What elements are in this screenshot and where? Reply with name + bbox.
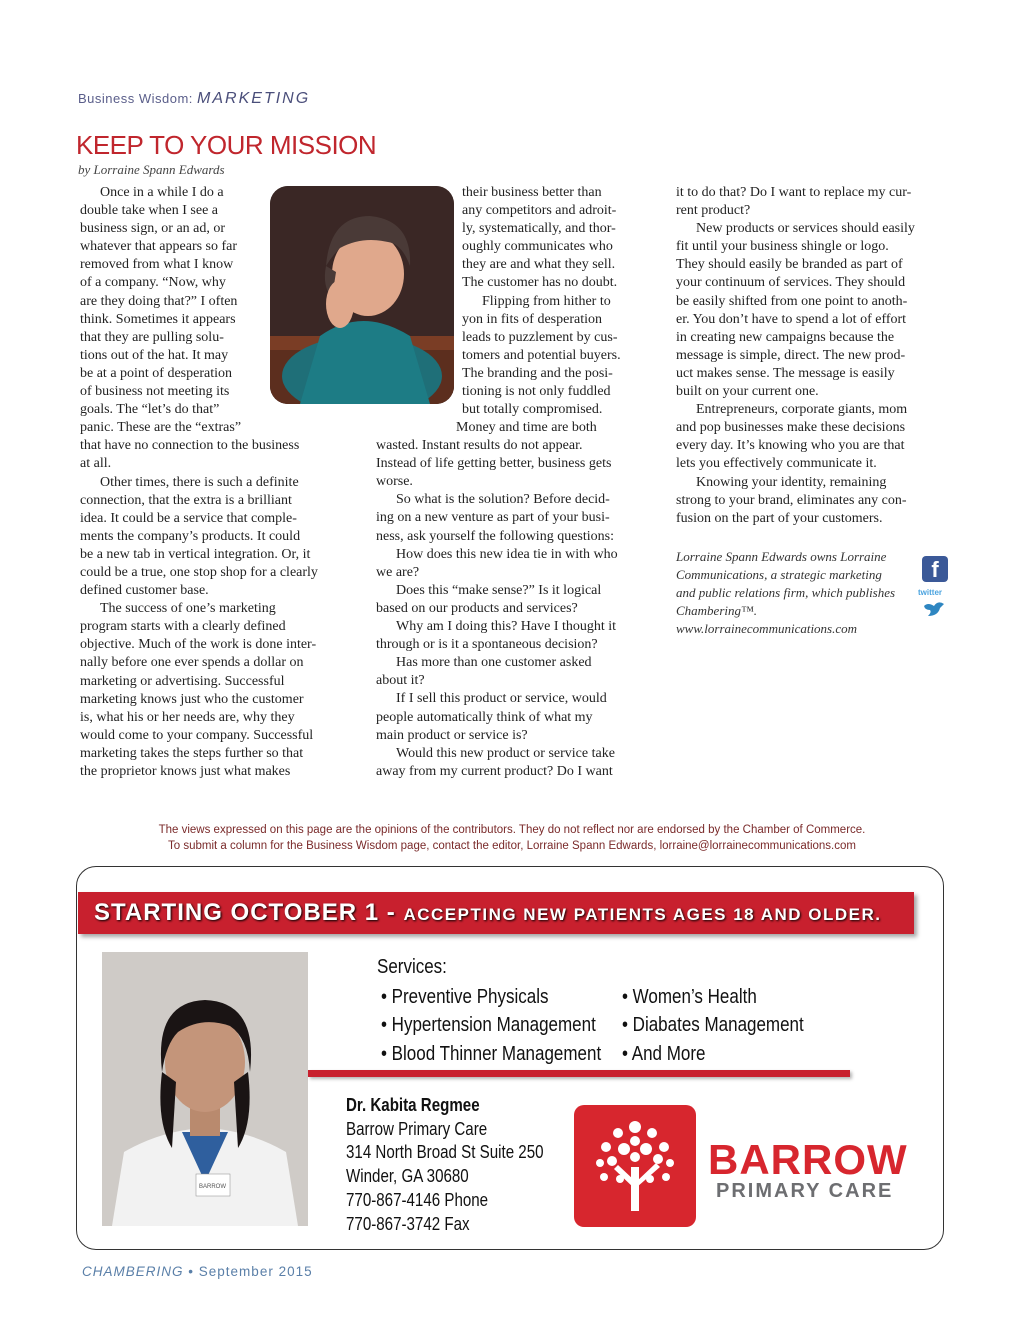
article-line: defined customer base.: [80, 583, 209, 599]
article-line: through or is it a spontaneous decision?: [376, 637, 598, 653]
article-line: Once in a while I do a: [100, 185, 224, 200]
article-line: panic. These are the “extras”: [80, 420, 242, 436]
article-line: So what is the solution? Before decid-: [396, 492, 610, 508]
article-line: The customer has no doubt.: [462, 275, 618, 291]
article-column-1-text: [80, 184, 318, 781]
article-line: Has more than one customer asked: [396, 655, 592, 671]
article-line: every day. It’s knowing who you are that: [676, 438, 905, 454]
article-line: wasted. Instant results do not appear.: [376, 438, 583, 454]
ad-banner-message: ACCEPTING NEW PATIENTS AGES 18 AND OLDER.: [403, 905, 882, 924]
disclaimer-line-2: To submit a column for the Business Wisdom page, contact the editor, Lorraine Spann Edwards, lorraine@lorrainecommunications.com: [168, 840, 856, 852]
article-line: ly, systematically, and thor-: [462, 221, 616, 237]
article-line: would come to your company. Successful: [80, 727, 314, 743]
article-line: their business better than: [462, 185, 602, 200]
article-line: at all.: [80, 456, 112, 472]
bio-line: and public relations firm, which publishes: [676, 585, 896, 600]
article-line: and pop businesses make these decisions: [676, 420, 906, 436]
article-column-3-text: [676, 184, 915, 528]
article-line: The success of one’s marketing: [100, 601, 276, 617]
service-item: • Diabates Management: [622, 1014, 804, 1037]
disclaimer-line-1: The views expressed on this page are the opinions of the contributors. They do not reflect nor are endorsed by the Chamber of Commerce.: [158, 824, 866, 836]
article-line: nally before one ever spends a dollar on: [80, 655, 304, 671]
article-line: Why am I doing this? Have I thought it: [396, 619, 617, 635]
twitter-bird-icon[interactable]: [922, 600, 946, 623]
article-line: people automatically think of what my: [376, 709, 593, 725]
logo-wordmark: BARROW: [708, 1136, 908, 1183]
article-line: yon in fits of desperation: [462, 311, 602, 327]
phone-number[interactable]: 770-867-4146 Phone: [346, 1189, 489, 1210]
article-line: ness, ask yourself the following questions:: [376, 528, 614, 544]
article-line: in creating new campaigns because the: [676, 329, 895, 345]
article-line: New products or services should easily: [696, 221, 915, 237]
article-line: whatever that appears so far: [80, 239, 238, 255]
author-website-link[interactable]: www.lorrainecommunications.com: [676, 621, 858, 636]
logo-subtitle: PRIMARY CARE: [716, 1180, 894, 1202]
doctor-name: Dr. Kabita Regmee: [346, 1095, 480, 1115]
article-line: message is simple, direct. The new prod-: [676, 347, 906, 363]
article-line: leads to puzzlement by cus-: [462, 329, 618, 345]
article-line: removed from what I know: [80, 257, 234, 273]
divider-red-line: [308, 1070, 850, 1077]
article-line: Money and time are both: [456, 420, 597, 435]
article-line: worse.: [376, 474, 413, 490]
address-line-1: 314 North Broad St Suite 250: [346, 1142, 544, 1163]
tree-logo-icon: [574, 1105, 696, 1227]
article-line: objective. Much of the work is done inter-: [80, 637, 317, 653]
article-line: any competitors and adroit-: [462, 203, 617, 219]
doctor-photo: [102, 952, 308, 1226]
article-line: Instead of life getting better, business gets: [376, 456, 612, 472]
bio-line: Chambering™.: [676, 603, 757, 618]
coat-badge-text: BARROW: [199, 1184, 226, 1190]
article-line: built on your current one.: [676, 384, 819, 400]
article-line: based on our products and services?: [376, 600, 578, 616]
article-line: about it?: [376, 673, 425, 689]
section-label: [78, 90, 310, 108]
service-item: • Women’s Health: [622, 986, 757, 1008]
footer-separator: •: [188, 1264, 195, 1279]
ad-banner-date: STARTING OCTOBER 1 -: [94, 899, 404, 926]
article-line: double take when I see a: [80, 203, 218, 219]
section-category: MARKETING: [197, 90, 311, 107]
author-bio: [676, 548, 906, 638]
services-list-right: [622, 983, 804, 1068]
practice-name: Barrow Primary Care: [346, 1118, 488, 1139]
article-line: tions out of the hat. It may: [80, 347, 229, 363]
article-line: they are and what they sell.: [462, 257, 616, 273]
article-line: strong to your brand, eliminates any con-: [676, 492, 907, 508]
article-line: could be a true, one stop shop for a clearly: [80, 564, 318, 580]
article-line: we are?: [376, 564, 420, 580]
service-item: • Blood Thinner Management: [381, 1042, 602, 1065]
article-line: They should easily be branded as part of: [676, 257, 903, 273]
doctor-contact-block: [346, 1094, 544, 1236]
page-footer: [82, 1264, 313, 1279]
article-headline: KEEP TO YOUR MISSION: [76, 130, 377, 160]
services-list-left: [381, 983, 601, 1068]
article-line: Other times, there is such a definite: [100, 474, 299, 490]
article-line: Knowing your identity, remaining: [696, 474, 887, 490]
address-line-2: Winder, GA 30680: [346, 1166, 469, 1187]
section-name: Business Wisdom:: [78, 91, 193, 106]
publication-name: CHAMBERING: [82, 1264, 184, 1279]
article-line: away from my current product? Do I want: [376, 763, 613, 779]
article-line: it to do that? Do I want to replace my cur-: [676, 185, 912, 200]
article-line: fit until your business shingle or logo.: [676, 239, 889, 255]
ad-banner: [78, 892, 914, 934]
bio-line: Lorraine Spann Edwards owns Lorraine: [676, 549, 887, 564]
twitter-label[interactable]: twitter: [918, 588, 942, 597]
article-line: that have no connection to the business: [80, 438, 300, 454]
article-line: oughly communicates who: [462, 239, 613, 255]
article-line: your continuum of services. They should: [676, 275, 906, 291]
article-line: be easily shifted from one point to anoth-: [676, 293, 908, 309]
article-line: marketing takes the steps further so that: [80, 745, 304, 761]
article-line: tomers and potential buyers.: [462, 347, 621, 363]
article-line: ing on a new venture as part of your busi-: [376, 510, 610, 526]
article-line: The branding and the posi-: [462, 365, 613, 381]
article-line: goals. The “let’s do that”: [80, 402, 220, 418]
bio-line: Communications, a strategic marketing: [676, 567, 882, 582]
article-line: connection, that the extra is a brilliant: [80, 492, 292, 508]
article-line: If I sell this product or service, would: [396, 691, 607, 707]
service-item: • And More: [622, 1042, 706, 1065]
article-line: of business not meeting its: [80, 384, 230, 400]
article-line: think. Sometimes it appears: [80, 311, 236, 327]
article-line: Does this “make sense?” Is it logical: [396, 582, 602, 598]
article-line: How does this new idea tie in with who: [396, 546, 618, 562]
article-line: er. You don’t have to spend a lot of effort: [676, 311, 907, 327]
article-line: tioning is not only fuddled: [462, 384, 611, 400]
issue-date: September 2015: [198, 1264, 313, 1279]
article-line: fusion on the part of your customers.: [676, 510, 883, 526]
article-line: Flipping from hither to: [482, 293, 611, 309]
services-title: Services:: [377, 956, 447, 978]
article-line: Would this new product or service take: [396, 745, 615, 761]
article-line: idea. It could be a service that comple-: [80, 510, 297, 526]
article-column-2-top-text: [462, 184, 621, 419]
article-line: be at a point of desperation: [80, 365, 233, 381]
article-byline: by Lorraine Spann Edwards: [78, 162, 225, 177]
article-line: program starts with a clearly defined: [80, 619, 286, 635]
article-line: of a company. “Now, why: [80, 275, 226, 291]
article-line: ments the company’s products. It could: [80, 528, 301, 544]
article-line: lets you effectively communicate it.: [676, 456, 877, 472]
article-line: is, what his or her needs are, why they: [80, 709, 295, 725]
fax-number: 770-867-3742 Fax: [346, 1213, 470, 1234]
facebook-icon[interactable]: f: [922, 556, 948, 582]
article-line: are they doing that?” I often: [80, 293, 238, 309]
article-line: that they are pulling solu-: [80, 329, 224, 345]
service-item: • Hypertension Management: [381, 1014, 596, 1037]
article-column-2-text: [376, 419, 618, 781]
service-item: • Preventive Physicals: [381, 986, 549, 1008]
article-line: marketing or advertising. Successful: [80, 673, 285, 689]
disclaimer: [0, 822, 1024, 854]
article-line: the proprietor knows just what makes: [80, 764, 291, 779]
article-line: but totally compromised.: [462, 402, 603, 418]
article-line: main product or service is?: [376, 727, 528, 743]
article-line: Entrepreneurs, corporate giants, mom: [696, 402, 908, 418]
article-line: rent product?: [676, 203, 751, 219]
article-line: marketing knows just who the customer: [80, 691, 304, 707]
article-line: business sign, or an ad, or: [80, 221, 226, 237]
article-line: uct makes sense. The message is easily: [676, 365, 895, 381]
article-line: be a new tab in vertical integration. Or, it: [80, 546, 311, 562]
